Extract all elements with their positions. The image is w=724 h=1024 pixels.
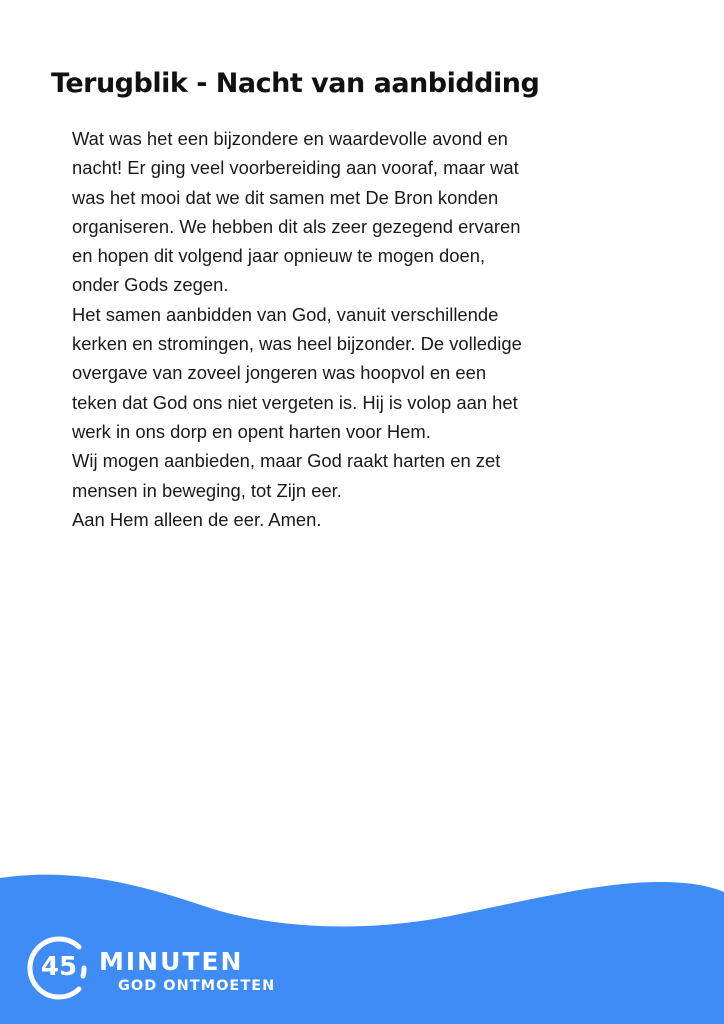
text-line: werk in ons dorp en opent harten voor Hem. xyxy=(72,420,431,442)
text-line: en hopen dit volgend jaar opnieuw te mogen doen, xyxy=(72,245,486,267)
text-line: organiseren. We hebben dit als zeer gezegend ervaren xyxy=(72,215,521,237)
body-text xyxy=(72,124,662,534)
text-line: Het samen aanbidden van God, vanuit verschillende xyxy=(72,303,499,325)
logo-subtitle: GOD ONTMOETEN xyxy=(118,978,276,994)
text-line: teken dat God ons niet vergeten is. Hij is volop aan het xyxy=(72,391,518,413)
text-line: was het mooi dat we dit samen met De Bron konden xyxy=(72,186,499,208)
brand-logo xyxy=(26,935,326,1001)
text-line: mensen in beweging, tot Zijn eer. xyxy=(72,479,342,501)
text-line: Aan Hem alleen de eer. Amen. xyxy=(72,508,322,530)
text-line: kerken en stromingen, was heel bijzonder. De volledige xyxy=(72,333,522,355)
text-line: Wij mogen aanbieden, maar God raakt harten en zet xyxy=(72,450,501,472)
page-title: Terugblik - Nacht van aanbidding xyxy=(51,68,540,99)
text-line: onder Gods zegen. xyxy=(72,274,229,296)
text-line: overgave van zoveel jongeren was hoopvol en een xyxy=(72,362,487,384)
text-line: Wat was het een bijzondere en waardevolle avond en xyxy=(72,128,508,149)
logo-number: 45 xyxy=(40,952,78,982)
logo-word: MINUTEN xyxy=(99,947,244,976)
text-line: nacht! Er ging veel voorbereiding aan vooraf, maar wat xyxy=(72,157,519,179)
